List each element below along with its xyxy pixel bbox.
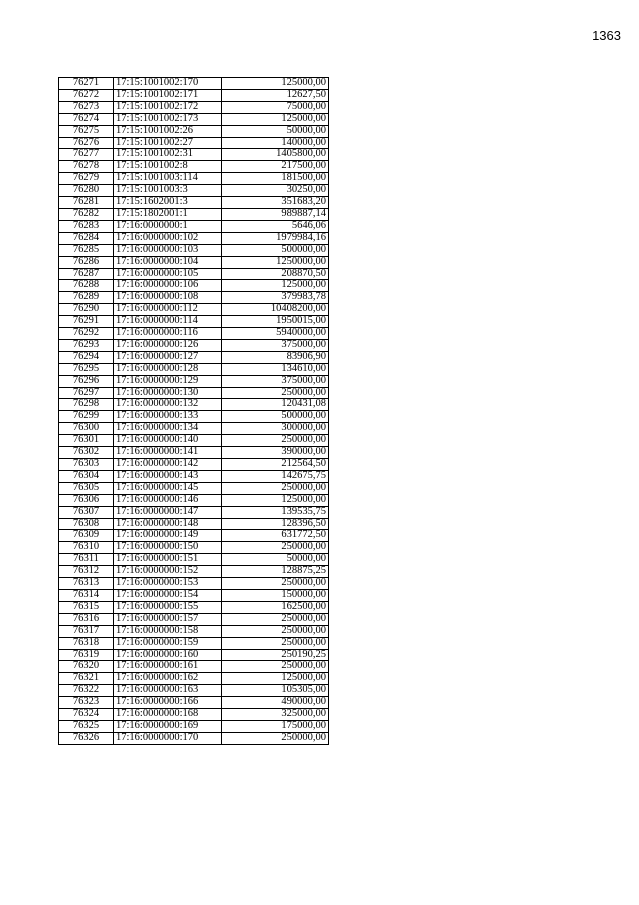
- amount-cell: 12627,50: [222, 89, 329, 101]
- table-row: [59, 292, 329, 304]
- amount-cell: 128875,25: [222, 566, 329, 578]
- table-row: [59, 220, 329, 232]
- table-row: [59, 435, 329, 447]
- row-id-cell: 76305: [59, 482, 114, 494]
- row-id-cell: 76294: [59, 351, 114, 363]
- row-id-cell: 76312: [59, 566, 114, 578]
- row-id-cell: 76299: [59, 411, 114, 423]
- cadastral-number-cell: 17:16:0000000:130: [114, 387, 222, 399]
- table-row: [59, 494, 329, 506]
- amount-cell: 250000,00: [222, 661, 329, 673]
- row-id-cell: 76289: [59, 292, 114, 304]
- row-id-cell: 76290: [59, 304, 114, 316]
- cadastral-number-cell: 17:16:0000000:105: [114, 268, 222, 280]
- amount-cell: 500000,00: [222, 411, 329, 423]
- cadastral-number-cell: 17:16:0000000:161: [114, 661, 222, 673]
- table-row: [59, 637, 329, 649]
- register-table: [58, 77, 329, 745]
- amount-cell: 250000,00: [222, 578, 329, 590]
- amount-cell: 1250000,00: [222, 256, 329, 268]
- cadastral-number-cell: 17:16:0000000:1: [114, 220, 222, 232]
- table-row: [59, 232, 329, 244]
- cadastral-number-cell: 17:15:1602001:3: [114, 197, 222, 209]
- amount-cell: 125000,00: [222, 494, 329, 506]
- row-id-cell: 76318: [59, 637, 114, 649]
- cadastral-number-cell: 17:16:0000000:147: [114, 506, 222, 518]
- table-row: [59, 387, 329, 399]
- row-id-cell: 76317: [59, 625, 114, 637]
- row-id-cell: 76296: [59, 375, 114, 387]
- amount-cell: 142675,75: [222, 470, 329, 482]
- amount-cell: 181500,00: [222, 173, 329, 185]
- cadastral-number-cell: 17:16:0000000:116: [114, 328, 222, 340]
- amount-cell: 134610,00: [222, 363, 329, 375]
- table-row: [59, 589, 329, 601]
- amount-cell: 631772,50: [222, 530, 329, 542]
- cadastral-number-cell: 17:16:0000000:163: [114, 685, 222, 697]
- amount-cell: 1979984,16: [222, 232, 329, 244]
- row-id-cell: 76326: [59, 732, 114, 744]
- cadastral-number-cell: 17:16:0000000:162: [114, 673, 222, 685]
- amount-cell: 250000,00: [222, 732, 329, 744]
- table-row: [59, 613, 329, 625]
- table-row: [59, 399, 329, 411]
- table-row: [59, 89, 329, 101]
- amount-cell: 250000,00: [222, 625, 329, 637]
- table-row: [59, 113, 329, 125]
- amount-cell: 250190,25: [222, 649, 329, 661]
- table-row: [59, 554, 329, 566]
- table-row: [59, 601, 329, 613]
- table-row: [59, 268, 329, 280]
- table-row: [59, 506, 329, 518]
- cadastral-number-cell: 17:15:1802001:1: [114, 208, 222, 220]
- table-row: [59, 137, 329, 149]
- row-id-cell: 76324: [59, 709, 114, 721]
- amount-cell: 250000,00: [222, 637, 329, 649]
- table-row: [59, 363, 329, 375]
- cadastral-number-cell: 17:16:0000000:114: [114, 316, 222, 328]
- row-id-cell: 76313: [59, 578, 114, 590]
- cadastral-number-cell: 17:16:0000000:129: [114, 375, 222, 387]
- row-id-cell: 76278: [59, 161, 114, 173]
- row-id-cell: 76310: [59, 542, 114, 554]
- table-row: [59, 649, 329, 661]
- amount-cell: 300000,00: [222, 423, 329, 435]
- amount-cell: 989887,14: [222, 208, 329, 220]
- cadastral-number-cell: 17:16:0000000:142: [114, 459, 222, 471]
- table-row: [59, 125, 329, 137]
- amount-cell: 30250,00: [222, 185, 329, 197]
- amount-cell: 390000,00: [222, 447, 329, 459]
- amount-cell: 140000,00: [222, 137, 329, 149]
- cadastral-number-cell: 17:16:0000000:170: [114, 732, 222, 744]
- cadastral-number-cell: 17:16:0000000:158: [114, 625, 222, 637]
- cadastral-number-cell: 17:16:0000000:140: [114, 435, 222, 447]
- row-id-cell: 76271: [59, 78, 114, 90]
- amount-cell: 250000,00: [222, 482, 329, 494]
- row-id-cell: 76276: [59, 137, 114, 149]
- table-row: [59, 161, 329, 173]
- row-id-cell: 76325: [59, 720, 114, 732]
- cadastral-number-cell: 17:15:1001003:3: [114, 185, 222, 197]
- table-row: [59, 316, 329, 328]
- cadastral-number-cell: 17:16:0000000:168: [114, 709, 222, 721]
- amount-cell: 120431,08: [222, 399, 329, 411]
- row-id-cell: 76321: [59, 673, 114, 685]
- amount-cell: 125000,00: [222, 113, 329, 125]
- table-row: [59, 530, 329, 542]
- table-row: [59, 244, 329, 256]
- cadastral-number-cell: 17:16:0000000:126: [114, 339, 222, 351]
- cadastral-number-cell: 17:15:1001002:172: [114, 101, 222, 113]
- cadastral-number-cell: 17:15:1001002:173: [114, 113, 222, 125]
- cadastral-number-cell: 17:16:0000000:128: [114, 363, 222, 375]
- cadastral-number-cell: 17:16:0000000:146: [114, 494, 222, 506]
- amount-cell: 125000,00: [222, 78, 329, 90]
- amount-cell: 5646,06: [222, 220, 329, 232]
- row-id-cell: 76277: [59, 149, 114, 161]
- cadastral-number-cell: 17:16:0000000:133: [114, 411, 222, 423]
- row-id-cell: 76283: [59, 220, 114, 232]
- table-row: [59, 280, 329, 292]
- amount-cell: 500000,00: [222, 244, 329, 256]
- cadastral-number-cell: 17:16:0000000:154: [114, 589, 222, 601]
- row-id-cell: 76291: [59, 316, 114, 328]
- cadastral-number-cell: 17:16:0000000:132: [114, 399, 222, 411]
- amount-cell: 162500,00: [222, 601, 329, 613]
- row-id-cell: 76306: [59, 494, 114, 506]
- amount-cell: 128396,50: [222, 518, 329, 530]
- table-row: [59, 482, 329, 494]
- row-id-cell: 76282: [59, 208, 114, 220]
- cadastral-number-cell: 17:16:0000000:166: [114, 697, 222, 709]
- amount-cell: 1950015,00: [222, 316, 329, 328]
- row-id-cell: 76298: [59, 399, 114, 411]
- amount-cell: 75000,00: [222, 101, 329, 113]
- amount-cell: 1405800,00: [222, 149, 329, 161]
- cadastral-number-cell: 17:16:0000000:106: [114, 280, 222, 292]
- table-row: [59, 411, 329, 423]
- row-id-cell: 76307: [59, 506, 114, 518]
- table-row: [59, 78, 329, 90]
- cadastral-number-cell: 17:15:1001002:26: [114, 125, 222, 137]
- amount-cell: 83906,90: [222, 351, 329, 363]
- row-id-cell: 76274: [59, 113, 114, 125]
- cadastral-number-cell: 17:16:0000000:153: [114, 578, 222, 590]
- amount-cell: 250000,00: [222, 435, 329, 447]
- cadastral-number-cell: 17:15:1001002:8: [114, 161, 222, 173]
- cadastral-number-cell: 17:16:0000000:159: [114, 637, 222, 649]
- cadastral-number-cell: 17:16:0000000:141: [114, 447, 222, 459]
- row-id-cell: 76316: [59, 613, 114, 625]
- amount-cell: 217500,00: [222, 161, 329, 173]
- table-row: [59, 328, 329, 340]
- row-id-cell: 76281: [59, 197, 114, 209]
- table-row: [59, 542, 329, 554]
- table-row: [59, 673, 329, 685]
- table-row: [59, 661, 329, 673]
- page-number: 1363: [592, 28, 621, 43]
- table-row: [59, 197, 329, 209]
- amount-cell: 250000,00: [222, 387, 329, 399]
- amount-cell: 10408200,00: [222, 304, 329, 316]
- table-row: [59, 339, 329, 351]
- cadastral-number-cell: 17:15:1001002:31: [114, 149, 222, 161]
- table-row: [59, 459, 329, 471]
- table-row: [59, 256, 329, 268]
- cadastral-number-cell: 17:15:1001002:171: [114, 89, 222, 101]
- row-id-cell: 76302: [59, 447, 114, 459]
- row-id-cell: 76320: [59, 661, 114, 673]
- cadastral-number-cell: 17:16:0000000:103: [114, 244, 222, 256]
- cadastral-number-cell: 17:16:0000000:143: [114, 470, 222, 482]
- amount-cell: 351683,20: [222, 197, 329, 209]
- row-id-cell: 76308: [59, 518, 114, 530]
- cadastral-number-cell: 17:16:0000000:108: [114, 292, 222, 304]
- table-row: [59, 566, 329, 578]
- amount-cell: 325000,00: [222, 709, 329, 721]
- cadastral-number-cell: 17:16:0000000:152: [114, 566, 222, 578]
- row-id-cell: 76315: [59, 601, 114, 613]
- row-id-cell: 76272: [59, 89, 114, 101]
- row-id-cell: 76295: [59, 363, 114, 375]
- amount-cell: 208870,50: [222, 268, 329, 280]
- amount-cell: 212564,50: [222, 459, 329, 471]
- row-id-cell: 76304: [59, 470, 114, 482]
- table-row: [59, 732, 329, 744]
- amount-cell: 150000,00: [222, 589, 329, 601]
- table-row: [59, 173, 329, 185]
- row-id-cell: 76301: [59, 435, 114, 447]
- amount-cell: 105305,00: [222, 685, 329, 697]
- table-row: [59, 697, 329, 709]
- cadastral-number-cell: 17:16:0000000:148: [114, 518, 222, 530]
- row-id-cell: 76297: [59, 387, 114, 399]
- amount-cell: 379983,78: [222, 292, 329, 304]
- amount-cell: 490000,00: [222, 697, 329, 709]
- row-id-cell: 76280: [59, 185, 114, 197]
- table-row: [59, 304, 329, 316]
- row-id-cell: 76322: [59, 685, 114, 697]
- row-id-cell: 76288: [59, 280, 114, 292]
- amount-cell: 125000,00: [222, 673, 329, 685]
- table-row: [59, 149, 329, 161]
- table-row: [59, 625, 329, 637]
- table-row: [59, 578, 329, 590]
- cadastral-number-cell: 17:16:0000000:149: [114, 530, 222, 542]
- amount-cell: 50000,00: [222, 554, 329, 566]
- table-row: [59, 101, 329, 113]
- row-id-cell: 76287: [59, 268, 114, 280]
- cadastral-number-cell: 17:16:0000000:102: [114, 232, 222, 244]
- amount-cell: 139535,75: [222, 506, 329, 518]
- row-id-cell: 76323: [59, 697, 114, 709]
- table-row: [59, 518, 329, 530]
- cadastral-number-cell: 17:16:0000000:134: [114, 423, 222, 435]
- amount-cell: 250000,00: [222, 542, 329, 554]
- cadastral-number-cell: 17:15:1001002:170: [114, 78, 222, 90]
- cadastral-number-cell: 17:16:0000000:155: [114, 601, 222, 613]
- row-id-cell: 76273: [59, 101, 114, 113]
- cadastral-number-cell: 17:15:1001003:114: [114, 173, 222, 185]
- table-row: [59, 685, 329, 697]
- register-table-body: [59, 78, 329, 745]
- row-id-cell: 76292: [59, 328, 114, 340]
- row-id-cell: 76314: [59, 589, 114, 601]
- row-id-cell: 76319: [59, 649, 114, 661]
- cadastral-number-cell: 17:16:0000000:112: [114, 304, 222, 316]
- row-id-cell: 76286: [59, 256, 114, 268]
- amount-cell: 250000,00: [222, 613, 329, 625]
- row-id-cell: 76303: [59, 459, 114, 471]
- cadastral-number-cell: 17:16:0000000:160: [114, 649, 222, 661]
- cadastral-number-cell: 17:15:1001002:27: [114, 137, 222, 149]
- cadastral-number-cell: 17:16:0000000:150: [114, 542, 222, 554]
- cadastral-number-cell: 17:16:0000000:127: [114, 351, 222, 363]
- table-row: [59, 375, 329, 387]
- row-id-cell: 76300: [59, 423, 114, 435]
- amount-cell: 50000,00: [222, 125, 329, 137]
- row-id-cell: 76279: [59, 173, 114, 185]
- amount-cell: 5940000,00: [222, 328, 329, 340]
- row-id-cell: 76293: [59, 339, 114, 351]
- amount-cell: 375000,00: [222, 375, 329, 387]
- cadastral-number-cell: 17:16:0000000:151: [114, 554, 222, 566]
- cadastral-number-cell: 17:16:0000000:169: [114, 720, 222, 732]
- table-row: [59, 470, 329, 482]
- amount-cell: 375000,00: [222, 339, 329, 351]
- table-row: [59, 208, 329, 220]
- cadastral-number-cell: 17:16:0000000:157: [114, 613, 222, 625]
- table-row: [59, 423, 329, 435]
- amount-cell: 175000,00: [222, 720, 329, 732]
- table-row: [59, 709, 329, 721]
- row-id-cell: 76311: [59, 554, 114, 566]
- amount-cell: 125000,00: [222, 280, 329, 292]
- table-row: [59, 351, 329, 363]
- table-row: [59, 185, 329, 197]
- row-id-cell: 76285: [59, 244, 114, 256]
- row-id-cell: 76284: [59, 232, 114, 244]
- row-id-cell: 76309: [59, 530, 114, 542]
- cadastral-number-cell: 17:16:0000000:104: [114, 256, 222, 268]
- cadastral-number-cell: 17:16:0000000:145: [114, 482, 222, 494]
- row-id-cell: 76275: [59, 125, 114, 137]
- table-row: [59, 720, 329, 732]
- table-row: [59, 447, 329, 459]
